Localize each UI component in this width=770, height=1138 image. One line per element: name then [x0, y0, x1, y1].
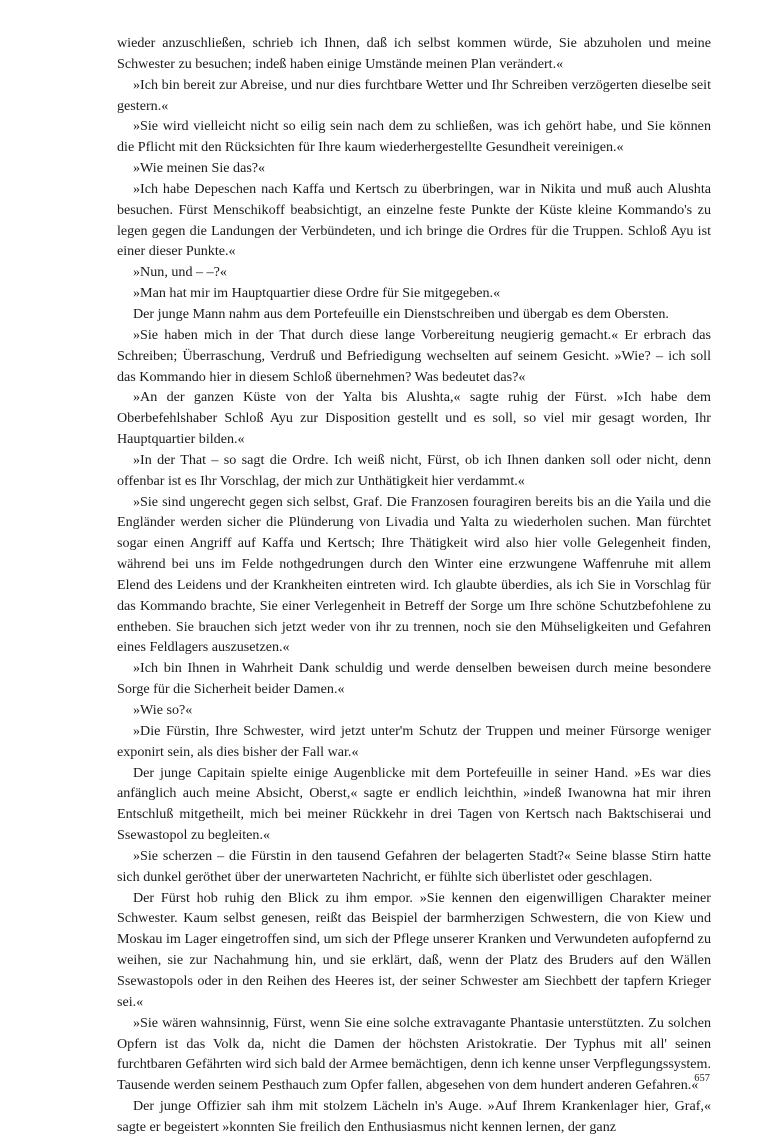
paragraph: »Sie haben mich in der That durch diese lange Vorbereitung neugierig gemacht.« Er erbrach das Schreiben; Überraschung, Verdruß und Befriedigung wechselten auf seinem Gesicht. »Wie? – ich soll das Kommando hier in diesem Schloß übernehmen? Was bedeutet das?«	[117, 326, 711, 385]
paragraph: »Ich habe Depeschen nach Kaffa und Kertsch zu überbringen, war in Nikita und muß auch Alushta besuchen. Fürst Menschikoff beabsichtigt, an einzelne feste Punkte der Küste kleine Kommando's zu legen gegen die Landungen der Verbündeten, und ich bringe die Ordres für die Truppen. Schloß Ayu ist einer dieser Punkte.«	[117, 180, 711, 260]
paragraph: »In der That – so sagt die Ordre. Ich weiß nicht, Fürst, ob ich Ihnen danken soll oder nicht, denn offenbar ist es Ihr Vorschlag, der mich zur Unthätigkeit hier verdammt.«	[117, 451, 711, 489]
paragraph: »Sie wären wahnsinnig, Fürst, wenn Sie eine solche extravagante Phantasie unterstützten. Zu solchen Opfern ist das Volk da, nicht die Damen der höchsten Aristokratie. Der Typhus mit all' seinen furchtbaren Gefährten wird sich bald der Armee bemächtigen, denn ich kenne unser Verpflegungssystem. Tausende werden seinem Pesthauch zum Opfer fallen, abgesehen von dem hundert anderen Gefahren.«	[117, 1014, 711, 1094]
paragraph: »Wie meinen Sie das?«	[133, 160, 266, 177]
paragraph: »Man hat mir im Hauptquartier diese Ordre für Sie mitgegeben.«	[133, 285, 501, 302]
paragraph: Der junge Offizier sah ihm mit stolzem Lächeln in's Auge. »Auf Ihrem Krankenlager hier, Graf,« sagte er begeistert »konnten Sie freilich den Enthusiasmus nicht kennen lernen, der ganz	[117, 1098, 711, 1135]
paragraph: »Wie so?«	[133, 702, 193, 718]
paragraph: »Die Fürstin, Ihre Schwester, wird jetzt unter'm Schutz der Truppen und meiner Fürsorge weniger exponirt sein, als dies bisher der Fall war.«	[117, 722, 711, 760]
paragraph: »Ich bin Ihnen in Wahrheit Dank schuldig und werde denselben beweisen durch meine besondere Sorge für die Sicherheit beider Damen.«	[117, 660, 711, 698]
paragraph: Der junge Mann nahm aus dem Portefeuille ein Dienstschreiben und übergab es dem Obersten.	[133, 305, 669, 322]
paragraph: Der junge Capitain spielte einige Augenblicke mit dem Portefeuille in seiner Hand. »Es war dies anfänglich auch meine Absicht, Oberst,« sagte er endlich leichthin, »indeß Iwanowna hat mir ihren Entschluß mitgetheilt, mich bei meiner Rückkehr in drei Tagen von Kertsch nach Baktschiserai und Ssewastopol zu begleiten.«	[117, 764, 711, 844]
paragraph: »Sie sind ungerecht gegen sich selbst, Graf. Die Franzosen fouragiren bereits bis an die Yaila und die Engländer werden sicher die Plünderung von Livadia und Yalta zu wiederholen suchen. Man fürchtet sogar einen Angriff auf Kaffa und Kertsch; Ihre Thätigkeit wird also hier volle Gelegenheit finden, während bei uns im Felde nothgedrungen durch den Winter eine erzwungene Waffenruhe mit allem Elend des Leidens und der Krankheiten eintreten wird. Ich glaubte überdies, als ich Sie in Vorschlag für das Kommando brachte, Sie einer Verlegenheit in Betreff der Sorge um Ihre schöne Schutzbefohlene zu entheben. Sie brauchen sich jetzt weder von ihr zu trennen, noch sie den Mühseligkeiten und Gefahren eines Feldlagers auszusetzen.«	[117, 493, 711, 656]
paragraph: »An der ganzen Küste von der Yalta bis Alushta,« sagte ruhig der Fürst. »Ich habe dem Oberbefehlshaber Schloß Ayu zur Disposition gestellt und es soll, so viel mir gesagt worden, Ihr Hauptquartier bilden.«	[117, 389, 711, 448]
paragraph: »Nun, und – –?«	[133, 264, 227, 281]
paragraph: »Sie scherzen – die Fürstin in den tausend Gefahren der belagerten Stadt?« Seine blasse Stirn hatte sich dunkel geröthet über der unerwarteten Nachricht, er fühlte sich überlistet oder geschlagen.	[117, 847, 711, 885]
paragraph: »Ich bin bereit zur Abreise, und nur dies furchtbare Wetter und Ihr Schreiben verzögerten dieselbe seit gestern.«	[117, 76, 711, 114]
paragraph: wieder anzuschließen, schrieb ich Ihnen, daß ich selbst kommen würde, Sie abzuholen und meine Schwester zu besuchen; indeß haben einige Umstände meinen Plan verändert.«	[117, 35, 711, 72]
paragraph: Der Fürst hob ruhig den Blick zu ihm empor. »Sie kennen den eigenwilligen Charakter meiner Schwester. Kaum selbst genesen, reißt das Beispiel der barmherzigen Schwestern, die von Kiew und Moskau im Lager eingetroffen sind, um sich der Pflege unserer Kranken und Verwundeten aufopfernd zu weihen, sie zur Nachahmung hin, und sie erklärt, daß, wenn der Platz des Bruders auf den Wällen Ssewastopols oder in den Reihen des Heeres ist, der seiner Schwester am Siechbett der tapfern Krieger sei.«	[117, 889, 711, 1010]
paragraph: »Sie wird vielleicht nicht so eilig sein nach dem zu schließen, was ich gehört habe, und Sie können die Pflicht mit den Rücksichten für Ihre kaum wiederhergestellte Gesundheit vereinigen.«	[117, 118, 711, 156]
body-text	[117, 33, 711, 1138]
page-number: 657	[694, 1073, 710, 1084]
